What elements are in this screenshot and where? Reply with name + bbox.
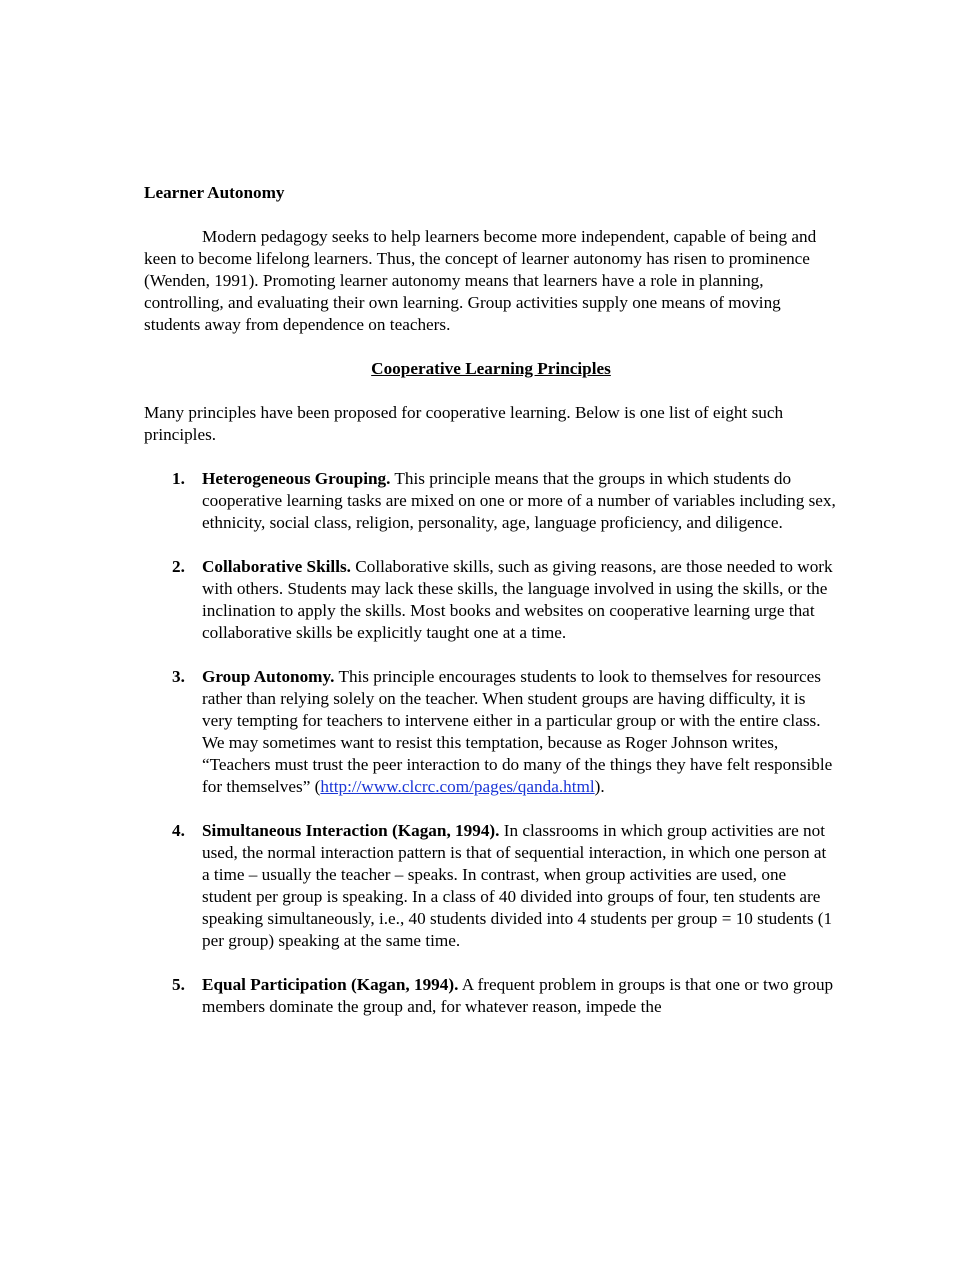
principle-term: Simultaneous Interaction (Kagan, 1994). [202,821,500,840]
principles-list [144,468,838,1018]
principle-text: This principle encourages students to look to themselves for resources rather than relying solely on the teacher. When student groups are having difficulty, it is very tempting for teachers to intervene either in a particular group or with the entire class. We may sometimes want to resist this temptation, because as Roger Johnson writes, “Teachers must trust the peer interaction to do many of the things they have felt responsible for themselves” ( [202,667,833,796]
principle-term: Group Autonomy. [202,667,335,686]
principle-text-end: ). [594,777,605,796]
principle-item [144,468,838,534]
principle-item [144,556,838,644]
principle-item [144,820,838,952]
principle-text: A frequent problem in groups is that one or two group members dominate the group and, for whatever reason, impede the [202,975,834,1016]
principle-text: This principle means that the groups in which students do cooperative learning tasks are mixed on one or more of a number of variables including sex, ethnicity, social class, religion, personality, age, language proficiency, and diligence. [202,469,836,532]
principle-item [144,666,838,798]
principle-number: 5. [172,975,185,994]
document-heading: Learner Autonomy [144,183,285,202]
principle-term: Collaborative Skills. [202,557,351,576]
qanda-link[interactable]: http://www.clcrc.com/pages/qanda.html [320,777,595,796]
section-intro-paragraph: Many principles have been proposed for cooperative learning. Below is one list of eight such principles. [144,403,784,444]
principle-item [144,974,838,1018]
intro-paragraph: Modern pedagogy seeks to help learners become more independent, capable of being and keen to become lifelong learners. Thus, the concept of learner autonomy has risen to prominence (Wenden, 1991). Promoting learner autonomy means that learners have a role in planning, controlling, and evaluating their own learning. Group activities supply one means of moving students away from dependence on teachers. [144,227,817,334]
principle-number: 2. [172,557,185,576]
section-title: Cooperative Learning Principles [371,359,611,378]
principle-term: Equal Participation (Kagan, 1994). [202,975,459,994]
principle-number: 1. [172,469,185,488]
principle-text: Collaborative skills, such as giving reasons, are those needed to work with others. Students may lack these skills, the language involved in using the skills, or the inclination to apply the skills. Most books and websites on cooperative learning urge that collaborative skills be explicitly taught one at a time. [202,557,833,642]
document-body [144,182,838,1040]
principle-text: In classrooms in which group activities are not used, the normal interaction pattern is that of sequential interaction, in which one person at a time – usually the teacher – speaks. In contrast, when group activities are used, one student per group is speaking. In a class of 40 divided into groups of four, ten students are speaking simultaneously, i.e., 40 students divided into 4 students per group = 10 students (1 per group) speaking at the same time. [202,821,833,950]
principle-term: Heterogeneous Grouping. [202,469,391,488]
principle-number: 4. [172,821,185,840]
principle-number: 3. [172,667,185,686]
